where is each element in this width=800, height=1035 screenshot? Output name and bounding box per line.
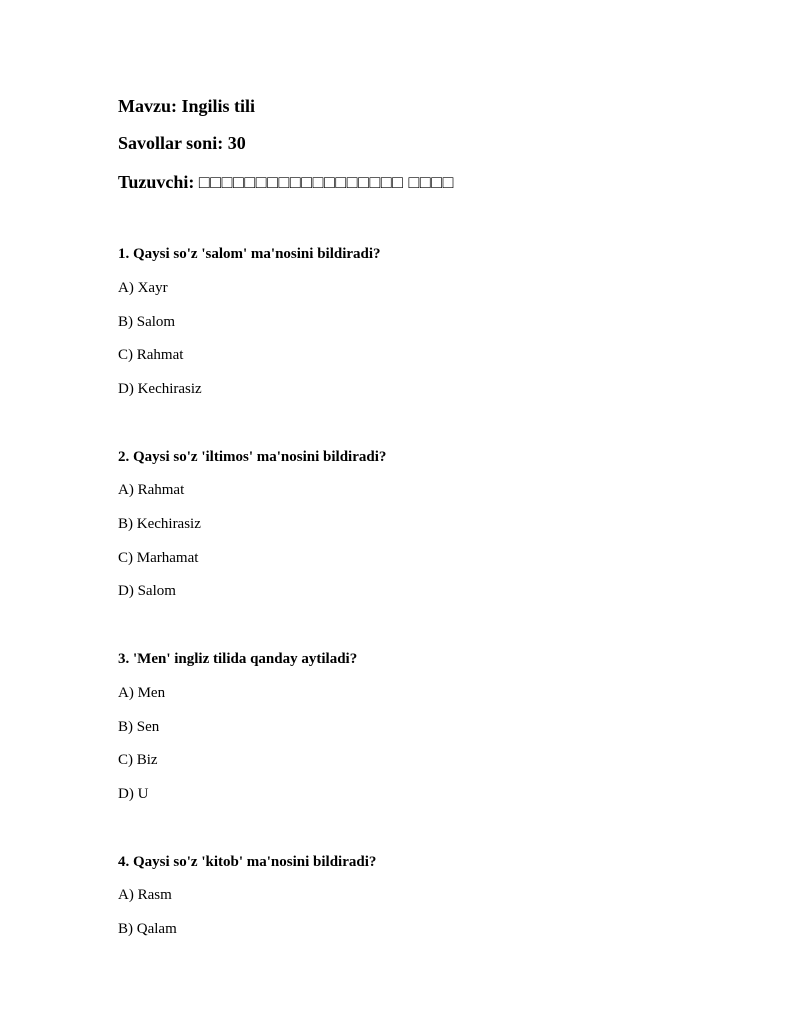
- question-2-option-a: A) Rahmat: [118, 482, 185, 498]
- question-1-option-c: C) Rahmat: [118, 347, 184, 363]
- question-1-option-d: D) Kechirasiz: [118, 381, 202, 397]
- author-value: □□□□□□□□□□□□□□□□□□ □□□□: [198, 172, 455, 192]
- topic-value: Ingilis tili: [181, 96, 256, 116]
- question-2: 2. Qaysi so'z 'iltimos' ma'nosini bildiradi?: [118, 449, 387, 465]
- question-3-option-b: B) Sen: [118, 719, 160, 735]
- question-3: 3. 'Men' ingliz tilida qanday aytiladi?: [118, 651, 358, 667]
- question-count-line: [118, 132, 246, 154]
- author-label: Tuzuvchi:: [118, 172, 195, 192]
- topic-line: [118, 95, 255, 117]
- question-4-option-b: B) Qalam: [118, 921, 177, 937]
- question-2-option-d: D) Salom: [118, 583, 176, 599]
- question-4: 4. Qaysi so'z 'kitob' ma'nosini bildiradi?: [118, 854, 377, 870]
- question-1-option-b: B) Salom: [118, 314, 176, 330]
- question-3-option-a: A) Men: [118, 685, 166, 701]
- topic-label: Mavzu:: [118, 96, 177, 116]
- question-2-option-b: B) Kechirasiz: [118, 516, 201, 532]
- question-4-option-a: A) Rasm: [118, 887, 172, 903]
- author-line: [118, 171, 454, 193]
- question-3-option-d: D) U: [118, 786, 149, 802]
- question-1: 1. Qaysi so'z 'salom' ma'nosini bildiradi?: [118, 246, 381, 262]
- question-1-option-a: A) Xayr: [118, 280, 168, 296]
- question-3-option-c: C) Biz: [118, 752, 158, 768]
- question-count-value: 30: [227, 133, 246, 153]
- question-2-option-c: C) Marhamat: [118, 550, 199, 566]
- question-count-label: Savollar soni:: [118, 133, 224, 153]
